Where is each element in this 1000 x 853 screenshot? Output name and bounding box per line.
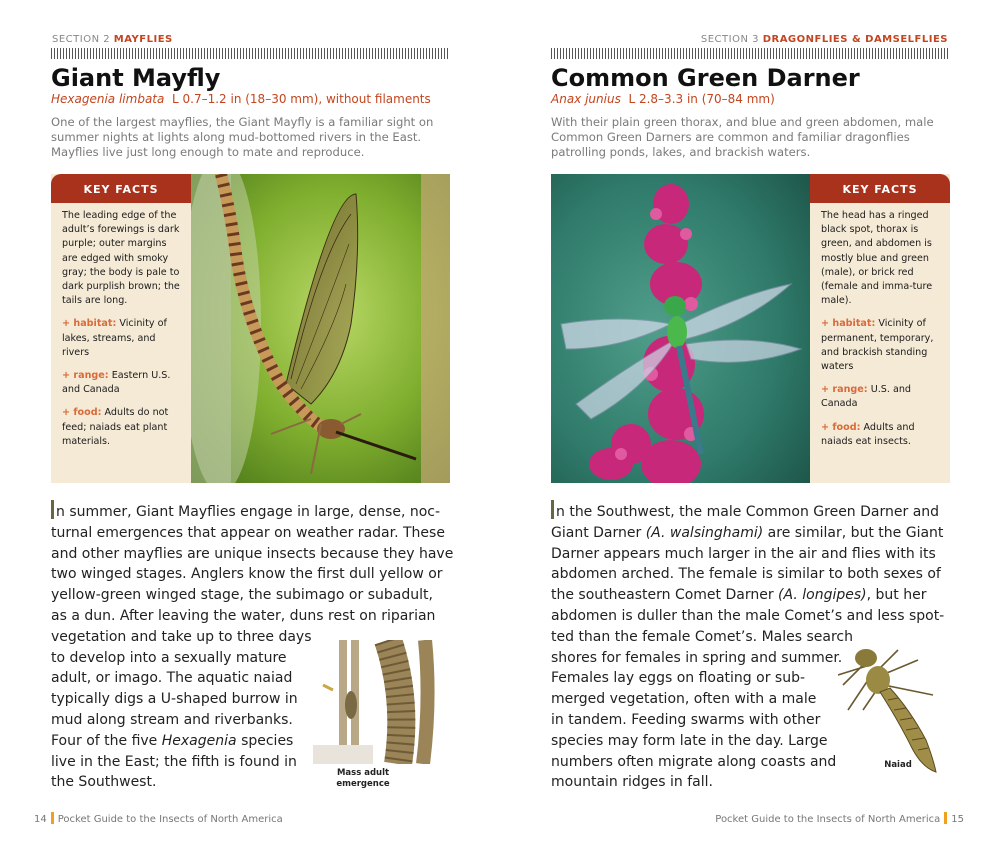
- key-facts-box: [51, 174, 191, 483]
- species-title: Giant Mayfly: [51, 64, 221, 92]
- section-header: SECTION 2 MAYFLIES: [52, 34, 173, 45]
- naiad-illustration: [838, 640, 948, 775]
- range-fact: + range: Eastern U.S. and Canada: [62, 370, 171, 396]
- right-page: [500, 0, 1000, 853]
- scientific-name: Hexagenia limbata L 0.7–1.2 in (18–30 mm), without filaments: [51, 92, 431, 106]
- key-facts-heading: KEY FACTS: [810, 174, 950, 203]
- header-rule: [51, 48, 450, 59]
- intro-text: With their plain green thorax, and blue and green abdomen, male Common Green Darners are common and familiar dragonflies patrolling ponds, lakes, and brackish waters.: [551, 115, 934, 159]
- key-facts-description: The leading edge of the adult’s forewings is dark purple; outer margins are edged with smoky gray; the body is pale to dark purplish brown; the tails are long.: [62, 210, 180, 307]
- habitat-fact: + habitat: Vicinity of lakes, streams, and rivers: [62, 318, 167, 358]
- body-text: n summer, Giant Mayflies engage in large, dense, noc- turnal emergences that appear on weather radar. These and other mayflies are unique insects because they have two winged stages. Anglers know the first dull yellow or yellow-green winged stage, the subimago or subadult, as a dun. After leaving the water, duns rest on riparian vegetation and take up to three days to develop into a sexually mature adult, or imago. The aquatic naiad typically digs a U-shaped burrow in mud along stream and riverbanks. Four of the five Hexagenia species live in the East; the fifth is found in the Southwest.: [51, 500, 451, 793]
- page-footer: Pocket Guide to the Insects of North America 15: [715, 814, 964, 825]
- page-number: 14: [34, 814, 47, 825]
- intro-text: One of the largest mayflies, the Giant Mayfly is a familiar sight on summer nights at lights along mud-bottomed rivers in the East. Mayflies live just long enough to mate and reproduce.: [51, 115, 434, 159]
- drop-cap-bar: [51, 500, 54, 519]
- food-fact: + food: Adults and naiads eat insects.: [821, 421, 915, 447]
- section-header: SECTION 3 DRAGONFLIES & DAMSELFLIES: [700, 34, 948, 45]
- emergence-illustration: [313, 640, 441, 764]
- page-number: 15: [951, 814, 964, 825]
- key-facts-heading: KEY FACTS: [51, 174, 191, 203]
- mayfly-photo: [191, 174, 450, 483]
- key-facts-box: [810, 174, 950, 483]
- species-title: Common Green Darner: [551, 64, 860, 92]
- darner-photo: [551, 174, 810, 483]
- scientific-name: Anax junius L 2.8–3.3 in (70–84 mm): [551, 92, 775, 106]
- illustration-caption: Mass adult emergence: [336, 768, 390, 789]
- key-facts-description: The head has a ringed black spot, thorax is green, and abdomen is mostly blue and green (male), or brick red (female and imma-ture male).: [821, 210, 933, 307]
- body-text: n the Southwest, the male Common Green Darner and Giant Darner (A. walsinghami) are similar, but the Giant Darner appears much larger in the air and flies with its abdomen arched. The female is similar to both sexes of the southeastern Comet Darner (A. longipes), but her abdomen is duller than the male Comet’s and less spot- ted than the female Comet’s. Males search shores for females in spring and summer. Females lay eggs on floating or sub- merged vegetation, often with a male in tandem. Feeding swarms with other species may form late in the day. Large numbers often migrate along coasts and mountain ridges in fall.: [551, 500, 951, 793]
- drop-cap-bar: [551, 500, 554, 519]
- food-fact: + food: Adults do not feed; naiads eat plant materials.: [62, 407, 169, 447]
- illustration-caption: Naiad: [884, 760, 912, 770]
- habitat-fact: + habitat: Vicinity of permanent, temporary, and brackish standing waters: [821, 318, 934, 373]
- range-fact: + range: U.S. and Canada: [821, 384, 911, 410]
- page-footer: 14 Pocket Guide to the Insects of North America: [34, 814, 283, 825]
- header-rule: [551, 48, 950, 59]
